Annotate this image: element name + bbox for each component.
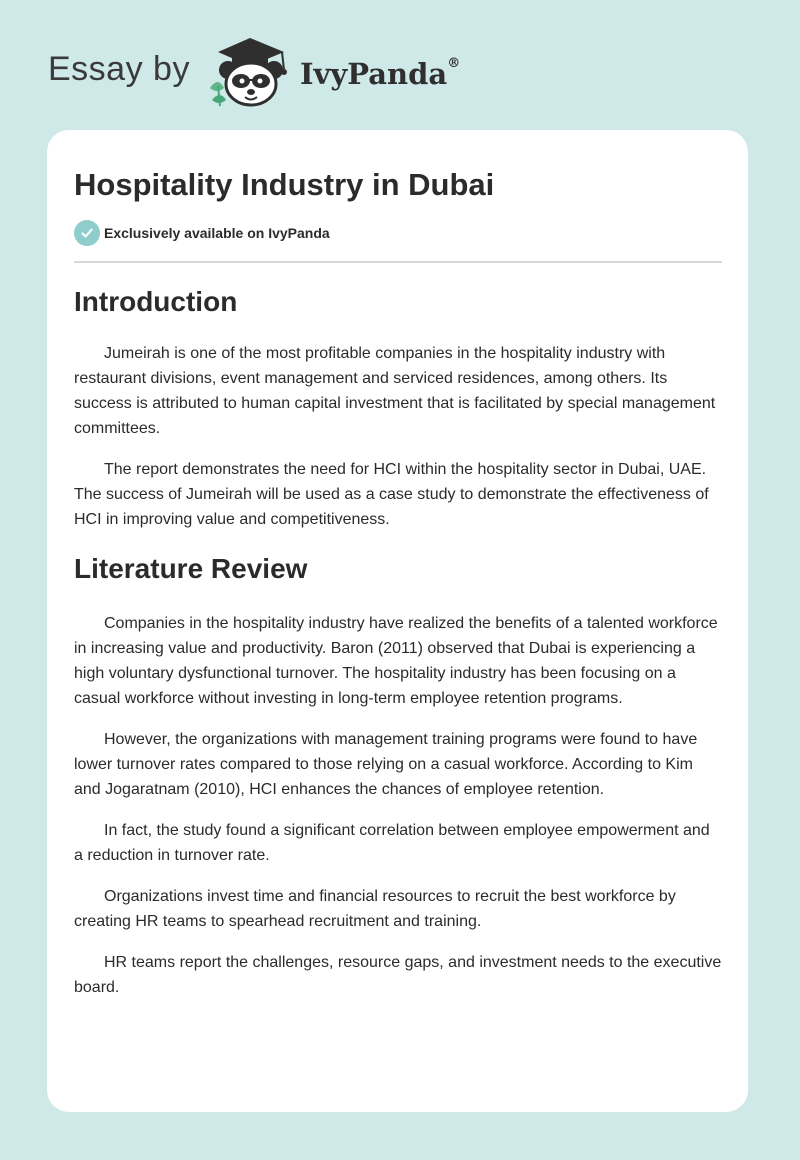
site-header (48, 36, 460, 108)
section-heading-introduction: Introduction (74, 286, 238, 317)
paragraph: Jumeirah is one of the most profitable companies in the hospitality industry with restaurant divisions, event management and serviced residences, among others. Its success is attributed to human capital investment that is facilitated by special management committees. (74, 345, 716, 437)
check-circle-icon (74, 220, 100, 246)
essay-card (47, 130, 748, 1112)
paragraph: HR teams report the challenges, resource gaps, and investment needs to the executive board. (74, 954, 722, 996)
registered-mark: ® (447, 56, 461, 72)
panda-graduate-icon (204, 36, 296, 108)
paragraph: The report demonstrates the need for HCI within the hospitality sector in Dubai, UAE. The success of Jumeirah will be used as a case study to demonstrate the effectiveness of HCI in improving value and competitiveness. (74, 461, 709, 528)
paragraph: In fact, the study found a significant correlation between employee empowerment and a reduction in turnover rate. (74, 822, 710, 864)
section-body-literature-review (74, 611, 722, 1000)
availability-badge (74, 220, 722, 246)
essay-by-label: Essay by (48, 49, 190, 88)
page-title: Hospitality Industry in Dubai (74, 167, 495, 202)
section-body-introduction (74, 341, 722, 532)
brand-label: IvyPanda (299, 57, 448, 91)
section-heading-literature-review: Literature Review (74, 553, 308, 584)
paragraph: Companies in the hospitality industry have realized the benefits of a talented workforce in increasing value and productivity. Baron (2011) observed that Dubai is experiencing a high voluntary dysfunctional turnover. The hospitality industry has been focusing on a casual workforce without investing in long-term employee retention programs. (74, 615, 718, 707)
paragraph: Organizations invest time and financial resources to recruit the best workforce by creating HR teams to spearhead recruitment and training. (74, 888, 676, 930)
brand-name[interactable] (300, 57, 460, 91)
paragraph: However, the organizations with management training programs were found to have lower turnover rates compared to those relying on a casual workforce. According to Kim and Jogaratnam (2010), HCI enhances the chances of employee retention. (74, 731, 698, 798)
availability-text: Exclusively available on IvyPanda (104, 225, 330, 241)
divider (74, 261, 722, 263)
